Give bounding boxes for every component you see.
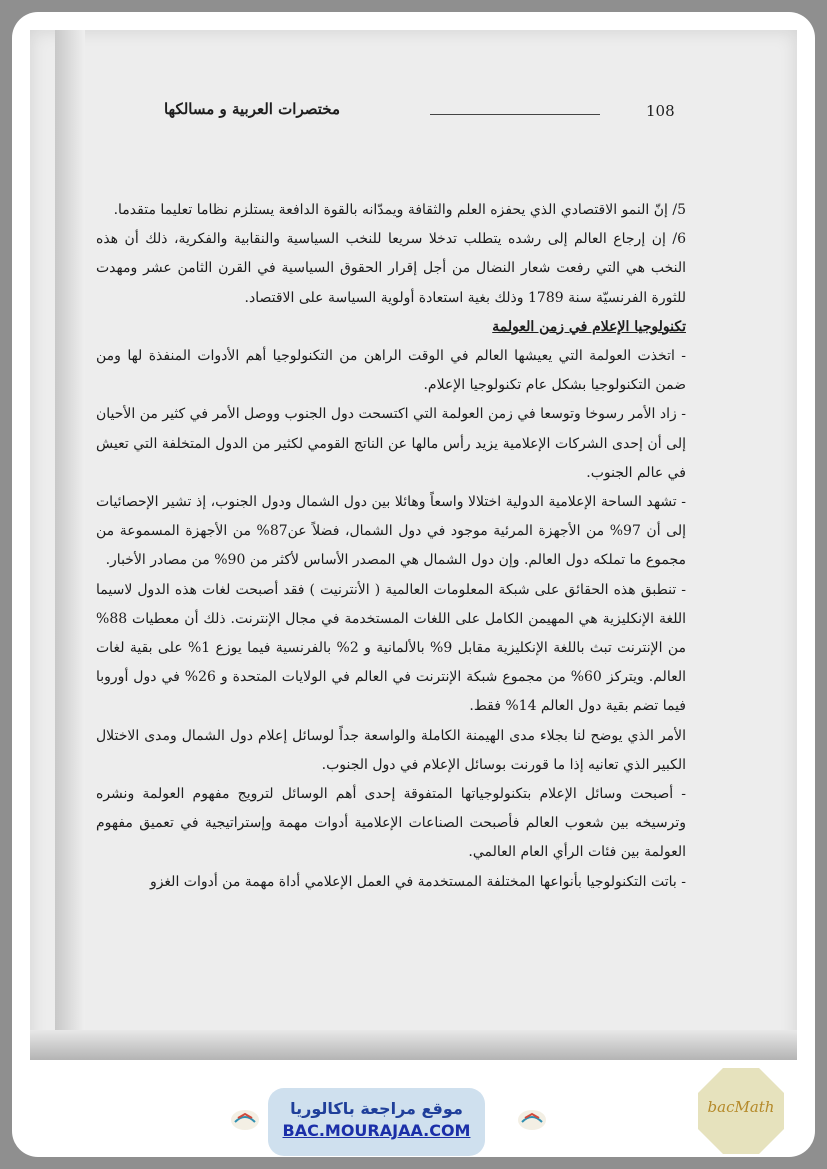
paragraph: - زاد الأمر رسوخا وتوسعا في زمن العولمة التي اكتسحت دول الجنوب ووصل الأمر في كثير من الأحيان إلى أن إحدى الشركات الإعلامية يزيد رأس مالها عن الناتج القومي لكثير من الدول المتخلفة التي تعيش في عالم الجنوب.	[96, 406, 686, 481]
paragraph: - أصبحت وسائل الإعلام بتكنولوجياتها المتفوقة إحدى أهم الوسائل لترويج مفهوم العولمة ونشره وترسيخه بين شعوب العالم فأصبحت الصناعات الإعلامية أدوات مهمة وإستراتيجية في تعميق مفهوم العولمة بين فئات الرأي العام العالمي.	[96, 786, 686, 861]
running-title: مختصرات العربية و مسالكها	[163, 100, 340, 118]
site-url[interactable]: BAC.MOURAJAA.COM	[282, 1121, 471, 1140]
book-logo-icon	[516, 1104, 548, 1132]
page-number: 108	[646, 102, 675, 120]
book-logo-icon	[229, 1104, 261, 1132]
paragraph: - تشهد الساحة الإعلامية الدولية اختلالا واسعاً وهائلا بين دول الشمال ودول الجنوب، إذ تشير الإحصائيات إلى أن 97% من الأجهزة المرئية موجود في دول الشمال، فضلاً عن87% من الأجهزة المسموعة من مجموع ما تملكه دول العالم. وإن دول الشمال هي المصدر الأساس لأكثر من 90% من مصادر الأخبار.	[96, 494, 686, 569]
body-text	[96, 196, 686, 897]
site-name[interactable]: موقع مراجعة باكالوريا	[290, 1099, 463, 1118]
paragraph: الأمر الذي يوضح لنا بجلاء مدى الهيمنة الكاملة والواسعة جداً لوسائل إعلام دول الشمال ومدى الاختلال الكبير الذي تعانيه إذا ما قورنت بوسائل الإعلام في دول الجنوب.	[96, 727, 686, 773]
paragraph: - اتخذت العولمة التي يعيشها العالم في الوقت الراهن من التكنولوجيا أهم الأدوات المنفذة لها ومن ضمن التكنولوجيا بشكل عام تكنولوجيا الإعلام.	[96, 348, 687, 394]
paragraph: 6/ إن إرجاع العالم إلى رشده يتطلب تدخلا سريعا للنخب السياسية والنقابية والفكرية، ذلك أن هذه النخب هي التي رفعت شعار النضال من أجل إقرار الحقوق السياسية في القرن الثامن عشر ومهدت للثورة الفرنسيّة سنة 1789 وذلك بغية استعادة أولوية السياسة على الاقتصاد.	[96, 231, 686, 306]
binding-shadow	[55, 30, 85, 1060]
bacmath-badge	[696, 1066, 786, 1156]
paragraph: - تنطبق هذه الحقائق على شبكة المعلومات العالمية ( الأنترنيت ) فقد أصبحت لغات هذه الدول لاسيما اللغة الإنكليزية هي المهيمن الكامل على اللغات المستخدمة في مجال الإنترنت. ذلك أن معطيات 88% من الإنترنت تبث باللغة الإنكليزية مقابل 9% بالألمانية و 2% بالفرنسية فيما يوزع 1% على بقية لغات العالم. ويتركز 60% من مجموع شبكة الإنترنت في العالم في الولايات المتحدة و 26% في دول أوروبا فيما تضم بقية دول العالم 14% فقط.	[96, 581, 687, 715]
scan-bottom-edge	[30, 1030, 797, 1060]
site-link[interactable]	[268, 1088, 485, 1156]
badge-text: bacMath	[707, 1098, 775, 1116]
paragraph: 5/ إنّ النمو الاقتصادي الذي يحفزه العلم والثقافة ويمدّانه بالقوة الدافعة يستلزم نظاما تعليما متقدما.	[113, 202, 686, 218]
section-heading: تكنولوجيا الإعلام في زمن العولمة	[492, 318, 686, 335]
page-header	[140, 100, 685, 126]
header-rule	[430, 114, 600, 115]
paragraph: - باتت التكنولوجيا بأنواعها المختلفة المستخدمة في العمل الإعلامي أداة مهمة من أدوات الغزو	[149, 873, 686, 890]
